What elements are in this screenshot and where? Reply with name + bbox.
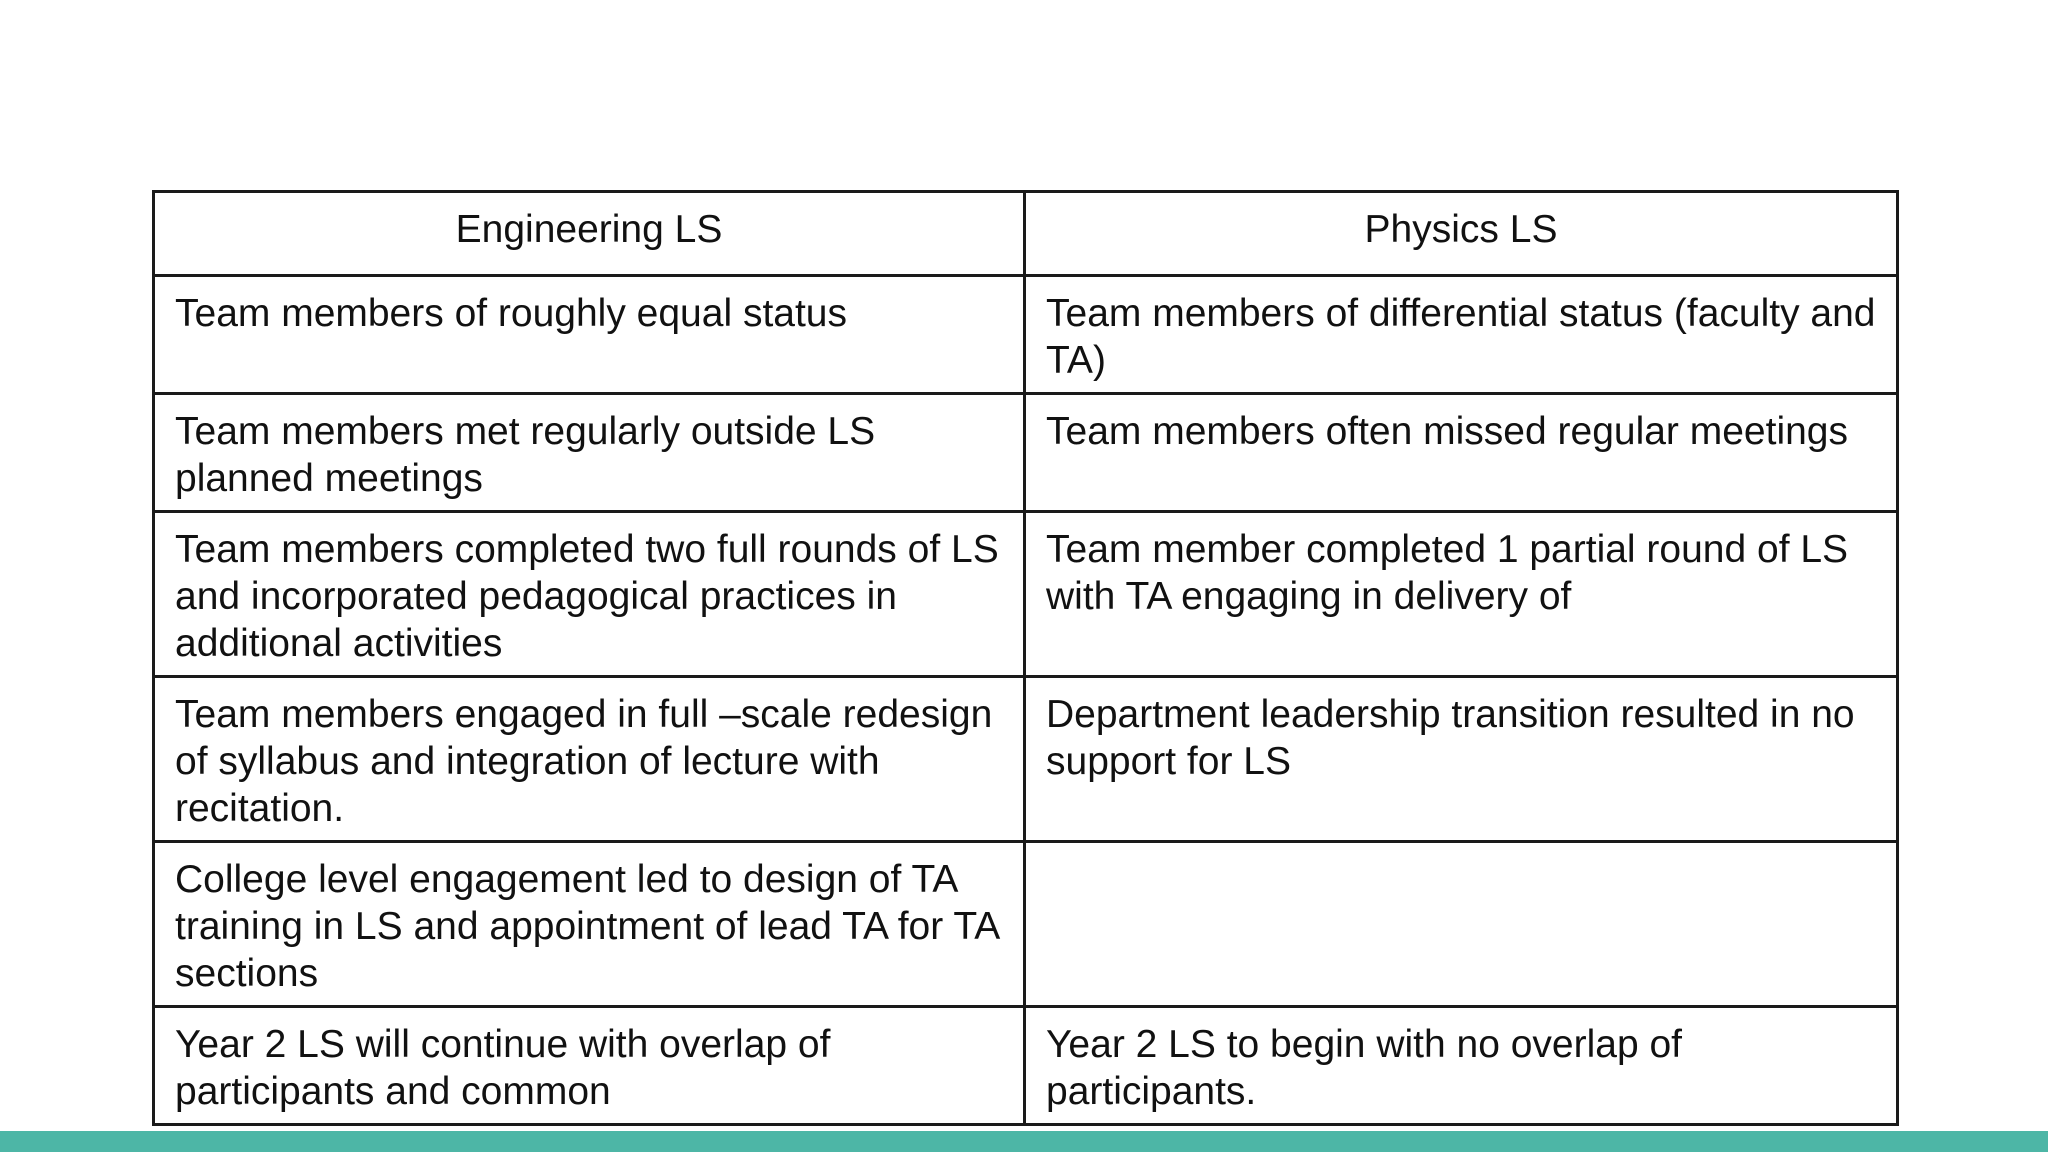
table-cell-engineering: Year 2 LS will continue with overlap of participants and common <box>154 1007 1025 1125</box>
table-row <box>154 512 1898 677</box>
header-physics-ls: Physics LS <box>1025 192 1898 276</box>
table-cell-engineering: Team members of roughly equal status <box>154 276 1025 394</box>
table-header-row <box>154 192 1898 276</box>
table-cell-physics: Year 2 LS to begin with no overlap of participants. <box>1025 1007 1898 1125</box>
header-engineering-ls: Engineering LS <box>154 192 1025 276</box>
table-cell-physics: Team member completed 1 partial round of LS with TA engaging in delivery of <box>1025 512 1898 677</box>
table-cell-engineering: Team members completed two full rounds of LS and incorporated pedagogical practices in additional activities <box>154 512 1025 677</box>
table-row <box>154 276 1898 394</box>
table-cell-physics <box>1025 842 1898 1007</box>
table-cell-physics: Team members often missed regular meetings <box>1025 394 1898 512</box>
footer-accent-bar <box>0 1131 2048 1152</box>
comparison-table <box>152 190 1899 1126</box>
table-row <box>154 677 1898 842</box>
table-cell-engineering: Team members engaged in full –scale redesign of syllabus and integration of lecture with recitation. <box>154 677 1025 842</box>
table-row <box>154 1007 1898 1125</box>
table-cell-physics: Team members of differential status (faculty and TA) <box>1025 276 1898 394</box>
table-cell-engineering: Team members met regularly outside LS planned meetings <box>154 394 1025 512</box>
table-cell-physics: Department leadership transition resulted in no support for LS <box>1025 677 1898 842</box>
table-cell-engineering: College level engagement led to design of TA training in LS and appointment of lead TA for TA sections <box>154 842 1025 1007</box>
table-row <box>154 842 1898 1007</box>
table-row <box>154 394 1898 512</box>
